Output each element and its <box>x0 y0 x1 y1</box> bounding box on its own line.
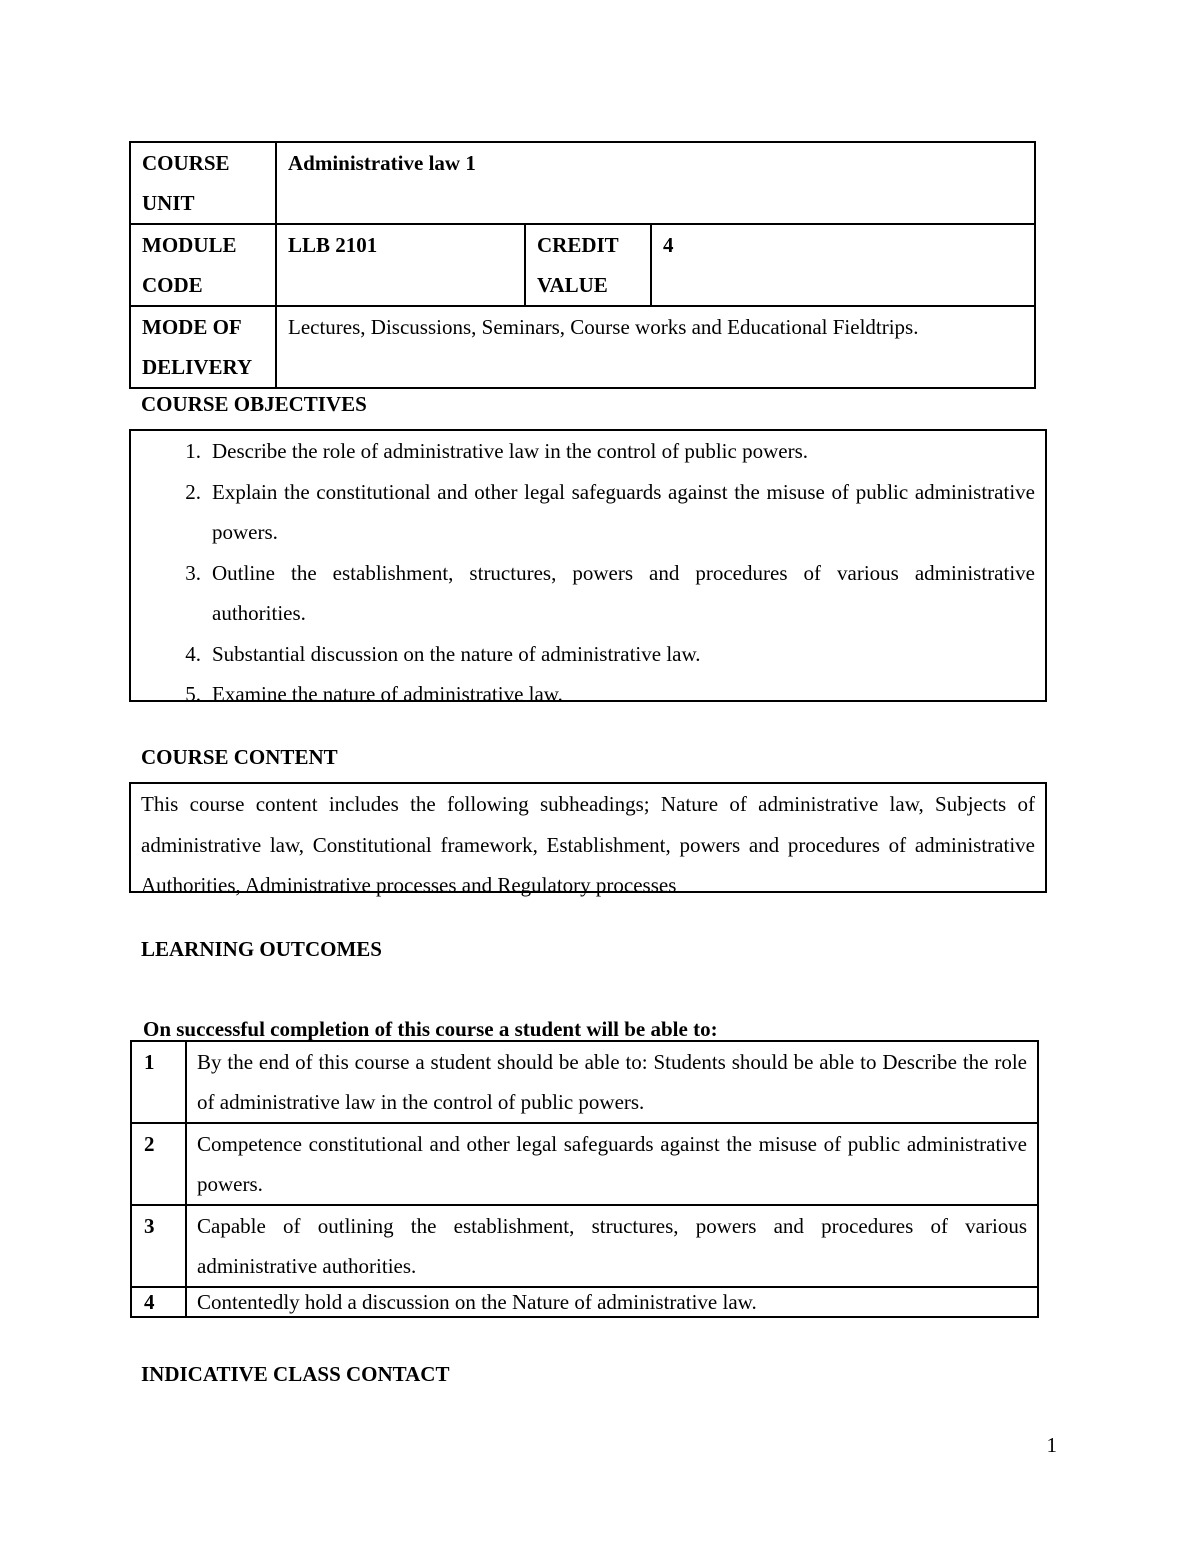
learning-outcomes-heading: LEARNING OUTCOMES <box>141 937 382 961</box>
module-code-row <box>130 224 1035 306</box>
course-unit-value: Administrative law 1 <box>276 142 1035 224</box>
module-code-label: MODULE CODE <box>130 224 276 306</box>
outcome-number: 1 <box>131 1041 186 1123</box>
table-row <box>131 1123 1038 1205</box>
list-item <box>131 634 1045 675</box>
outcome-text: By the end of this course a student should be able to: Students should be able to Describe the role of administrative law in the control of public powers. <box>186 1041 1038 1123</box>
outcome-text: Contentedly hold a discussion on the Nature of administrative law. <box>186 1287 1038 1317</box>
mode-of-delivery-value: Lectures, Discussions, Seminars, Course works and Educational Fieldtrips. <box>276 306 1035 388</box>
learning-outcomes-table <box>130 1040 1039 1318</box>
course-unit-label: COURSE UNIT <box>130 142 276 224</box>
mode-of-delivery-label: MODE OF DELIVERY <box>130 306 276 388</box>
outcome-text: Competence constitutional and other legal safeguards against the misuse of public administrative powers. <box>186 1123 1038 1205</box>
course-objectives-heading: COURSE OBJECTIVES <box>141 392 367 416</box>
objective-text: Examine the nature of administrative law. <box>212 682 563 706</box>
objective-text: Describe the role of administrative law in the control of public powers. <box>212 439 808 463</box>
objective-number: 2. <box>185 479 201 504</box>
objective-text: Explain the constitutional and other legal safeguards against the misuse of public administrative powers. <box>212 479 1035 544</box>
objective-number: 3. <box>185 560 201 585</box>
outcome-number: 4 <box>131 1287 186 1317</box>
course-content-text: This course content includes the following subheadings; Nature of administrative law, Subjects of administrative law, Constitutional framework, Establishment, powers and procedures of administrative Authorities, Administrative processes and Regulatory processes <box>141 792 1035 897</box>
objective-number: 1. <box>185 439 201 463</box>
outcome-number: 3 <box>131 1205 186 1287</box>
credit-value-value: 4 <box>651 224 1035 306</box>
objectives-list <box>131 431 1045 715</box>
list-item <box>131 472 1045 553</box>
objective-number: 5. <box>185 682 201 706</box>
objective-text: Substantial discussion on the nature of administrative law. <box>212 641 701 666</box>
credit-value-label: CREDIT VALUE <box>525 224 651 306</box>
objective-number: 4. <box>185 641 201 666</box>
module-code-value: LLB 2101 <box>276 224 525 306</box>
table-row <box>131 1205 1038 1287</box>
indicative-class-contact-heading: INDICATIVE CLASS CONTACT <box>141 1362 450 1386</box>
outcome-text: Capable of outlining the establishment, structures, powers and procedures of various administrative authorities. <box>186 1205 1038 1287</box>
course-details-table <box>129 141 1036 389</box>
list-item <box>131 431 1045 472</box>
outcome-number: 2 <box>131 1123 186 1205</box>
page-number: 1 <box>1046 1433 1057 1457</box>
list-item <box>131 553 1045 634</box>
table-row <box>131 1041 1038 1123</box>
course-objectives-box <box>129 429 1047 706</box>
course-unit-row <box>130 142 1035 224</box>
objective-text: Outline the establishment, structures, powers and procedures of various administrative authorities. <box>212 560 1035 625</box>
list-item <box>131 674 1045 715</box>
learning-outcomes-intro: On successful completion of this course a student will be able to: <box>143 1017 718 1041</box>
course-content-heading: COURSE CONTENT <box>141 745 338 769</box>
mode-of-delivery-row <box>130 306 1035 388</box>
course-content-box <box>129 782 1047 897</box>
table-row <box>131 1287 1038 1317</box>
